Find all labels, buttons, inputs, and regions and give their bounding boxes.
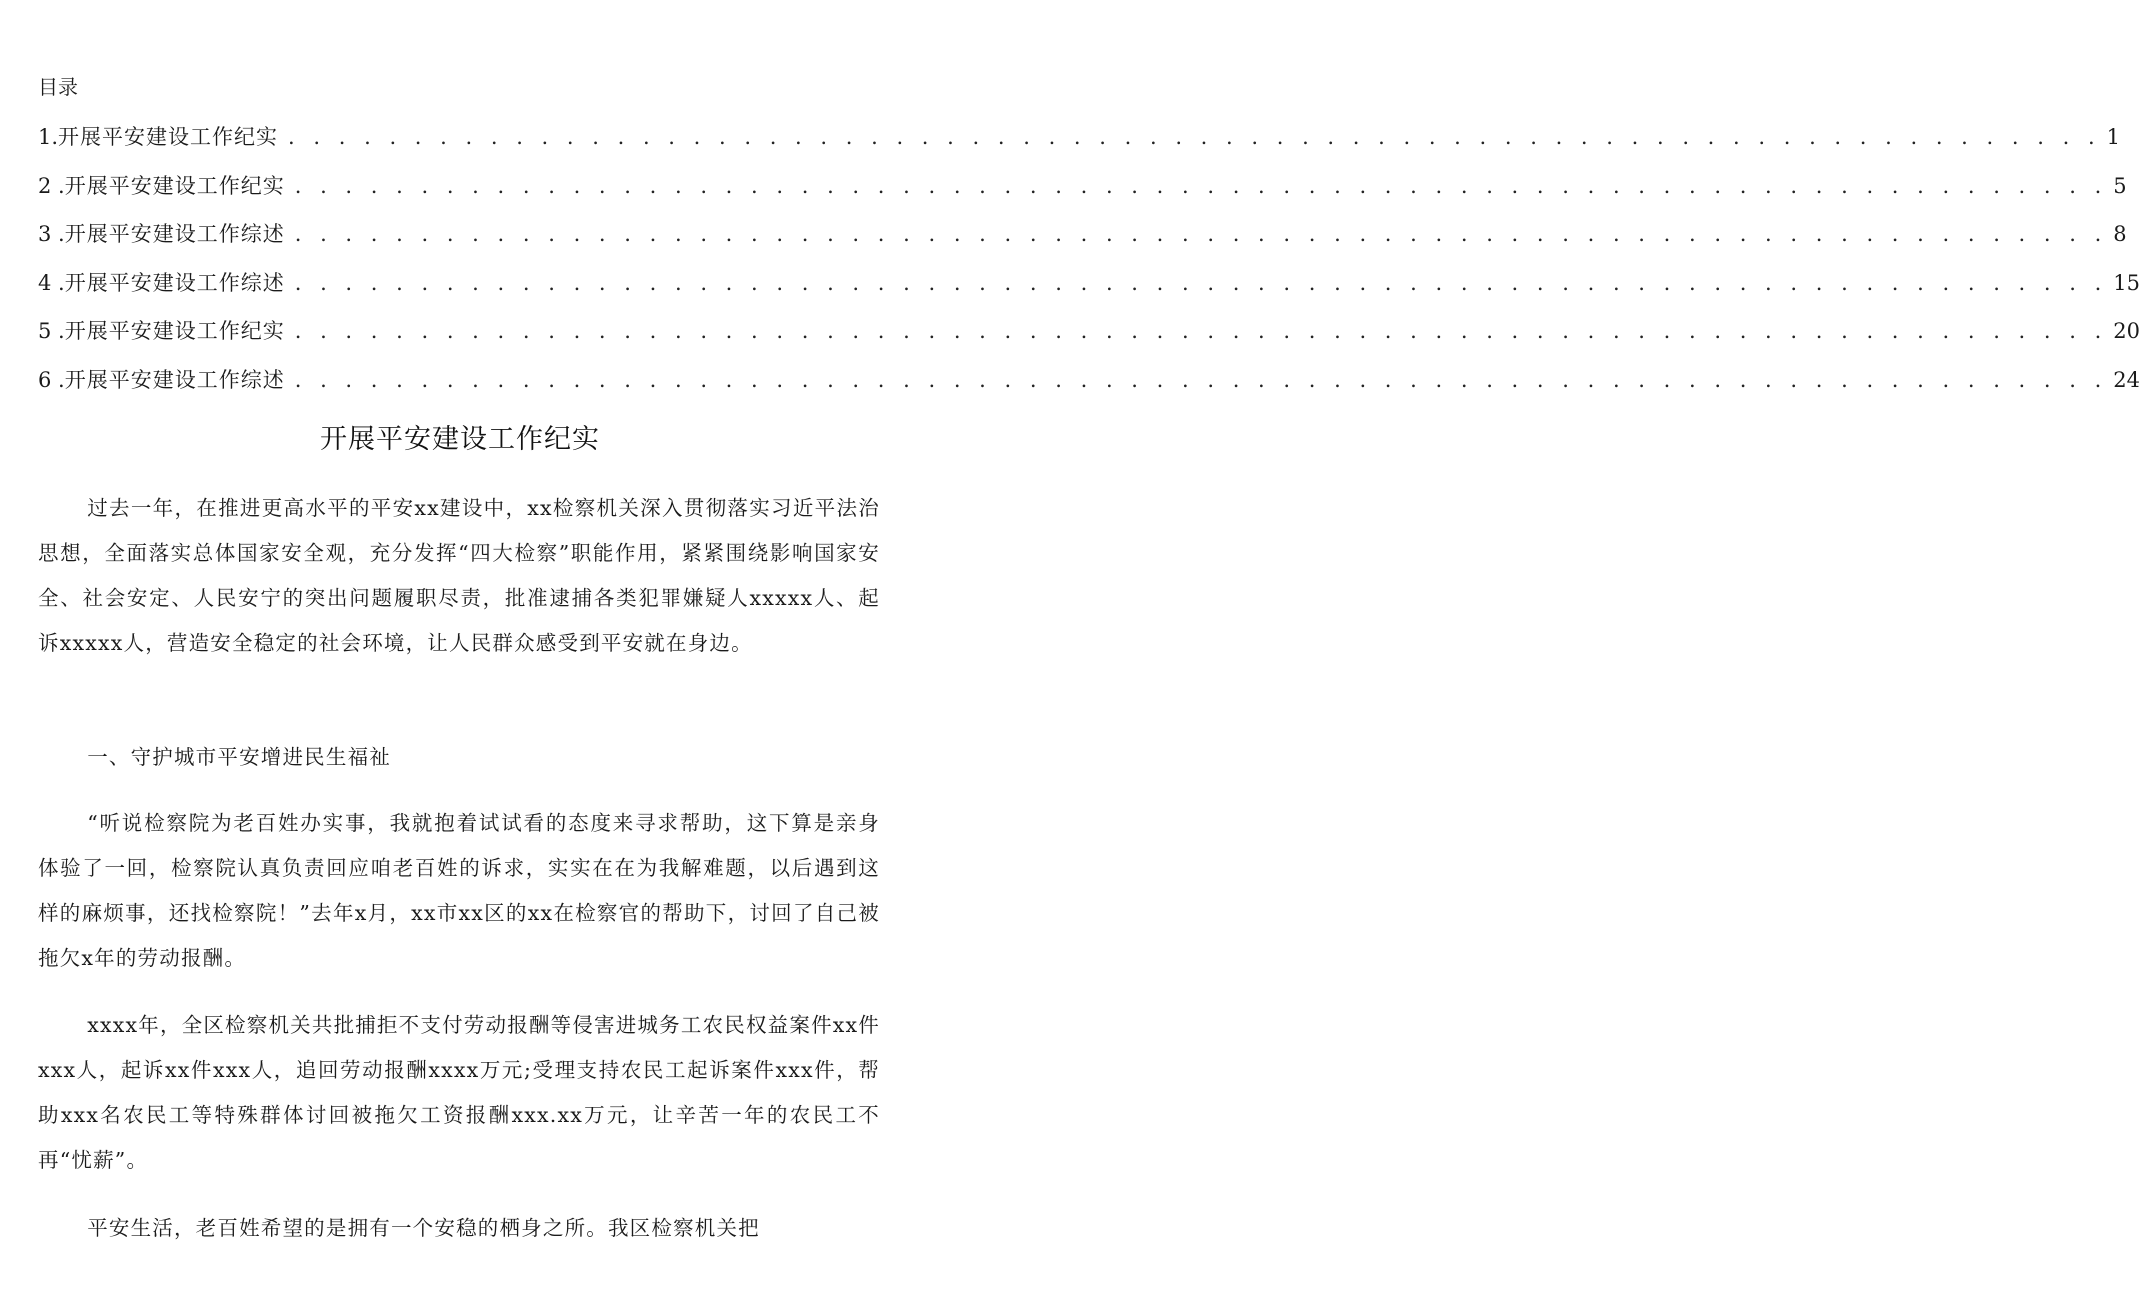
paragraph-quote: “听说检察院为老百姓办实事，我就抱着试试看的态度来寻求帮助，这下算是亲身体验了一回，检察院认真负责回应咱老百姓的诉求，实实在在为我解难题，以后遇到这样的麻烦事，还找检察院！”去年x月，xx市xx区的xx在检察官的帮助下，讨回了自己被拖欠x年的劳动报酬。 (38, 811, 880, 970)
toc-leader-dots: . . . . . . . . . . . . . . . . . . . . . . . . . . . . . . . . . . . . . . . . . . . . . . . . . . . . . . . . . . . . . . . . . . . . . . . . (294, 270, 2108, 295)
toc-entry-number: 5 . (38, 319, 65, 343)
toc-leader-dots: . . . . . . . . . . . . . . . . . . . . . . . . . . . . . . . . . . . . . . . . . . . . . . . . . . . . . . . . . . . . . . . . . . . . . . . . (294, 367, 2108, 392)
toc-entry-number: 4 . (38, 270, 65, 295)
table-of-contents (38, 120, 2140, 411)
toc-entry-title: 开展平安建设工作纪实 (64, 173, 285, 198)
toc-title: 目录 (38, 75, 78, 99)
toc-entry-page: 8 (2113, 222, 2127, 246)
toc-entry[interactable] (38, 363, 2140, 412)
toc-leader-dots: . . . . . . . . . . . . . . . . . . . . . . . . . . . . . . . . . . . . . . . . . . . . . . . . . . . . . . . . . . . . . . . . . . . . . . . . (294, 173, 2108, 198)
toc-entry-number: 6 . (38, 367, 65, 392)
paragraph-intro: 过去一年，在推进更高水平的平安xx建设中，xx检察机关深入贯彻落实习近平法治思想，全面落实总体国家安全观，充分发挥“四大检察”职能作用，紧紧围绕影响国家安全、社会安定、人民安宁的突出问题履职尽责，批准逮捕各类犯罪嫌疑人xxxxx人、起诉xxxxx人，营造安全稳定的社会环境，让人民群众感受到平安就在身边。 (38, 496, 880, 655)
toc-leader-dots: . . . . . . . . . . . . . . . . . . . . . . . . . . . . . . . . . . . . . . . . . . . . . . . . . . . . . . . . . . . . . . . . . . . . . . . . (288, 125, 2101, 149)
toc-entry-title: 开展平安建设工作综述 (64, 222, 285, 246)
toc-entry-title: 开展平安建设工作纪实 (64, 319, 285, 343)
toc-entry-page: 20 (2113, 319, 2140, 343)
toc-entry[interactable] (38, 217, 2127, 266)
toc-entry-number: 1. (38, 125, 59, 149)
toc-entry-title: 开展平安建设工作纪实 (58, 125, 279, 149)
toc-entry[interactable] (38, 120, 2120, 169)
toc-entry[interactable] (38, 314, 2140, 363)
toc-entry[interactable] (38, 266, 2140, 315)
toc-leader-dots: . . . . . . . . . . . . . . . . . . . . . . . . . . . . . . . . . . . . . . . . . . . . . . . . . . . . . . . . . . . . . . . . . . . . . . . . (294, 222, 2108, 246)
paragraph-statistics: xxxx年，全区检察机关共批捕拒不支付劳动报酬等侵害进城务工农民权益案件xx件xxx人，起诉xx件xxx人，追回劳动报酬xxxx万元;受理支持农民工起诉案件xxx件，帮助xxx名农民工等特殊群体讨回被拖欠工资报酬xxx.xx万元，让辛苦一年的农民工不再“忧薪”。 (38, 1013, 880, 1172)
toc-entry-number: 3 . (38, 222, 65, 246)
toc-entry-title: 开展平安建设工作综述 (64, 270, 285, 295)
paragraph-continued: 平安生活，老百姓希望的是拥有一个安稳的栖身之所。我区检察机关把 (87, 1216, 760, 1240)
toc-entry-page: 5 (2113, 173, 2127, 198)
toc-entry-title: 开展平安建设工作综述 (64, 367, 285, 392)
toc-entry[interactable] (38, 169, 2127, 218)
toc-leader-dots: . . . . . . . . . . . . . . . . . . . . . . . . . . . . . . . . . . . . . . . . . . . . . . . . . . . . . . . . . . . . . . . . . . . . . . . . (294, 319, 2108, 343)
toc-entry-page: 24 (2113, 367, 2140, 392)
section-heading: 一、守护城市平安增进民生福祉 (87, 745, 391, 769)
toc-entry-page: 15 (2113, 270, 2140, 295)
document-title: 开展平安建设工作纪实 (320, 424, 600, 455)
toc-entry-page: 1 (2106, 125, 2120, 149)
toc-entry-number: 2 . (38, 173, 65, 198)
